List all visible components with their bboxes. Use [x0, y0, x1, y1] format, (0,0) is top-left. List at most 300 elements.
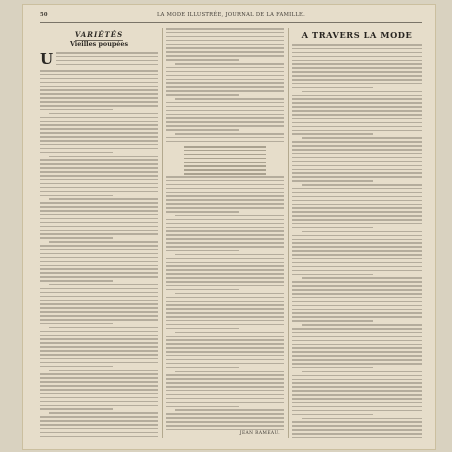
drop-cap: U [40, 50, 54, 68]
text-line [166, 121, 284, 123]
text-line [40, 167, 158, 169]
text-line [40, 280, 113, 282]
text-line [166, 262, 284, 264]
column-rule-left [162, 28, 163, 438]
text-line [184, 173, 266, 175]
text-line [40, 303, 158, 305]
text-line [292, 437, 422, 438]
text-line [40, 222, 158, 224]
text-line [166, 90, 284, 92]
text-line [175, 98, 284, 100]
text-line [292, 262, 422, 264]
text-line [166, 277, 284, 279]
text-line [56, 52, 158, 54]
text-line [292, 172, 422, 174]
text-line [166, 223, 284, 225]
text-line [40, 268, 158, 270]
text-line [292, 180, 373, 182]
text-line [302, 184, 422, 186]
text-line [166, 285, 284, 287]
text-line [292, 414, 373, 416]
text-line [292, 83, 422, 85]
text-line [40, 175, 158, 177]
text-line [166, 117, 284, 119]
text-line [292, 87, 373, 89]
text-line [292, 102, 422, 104]
text-line [166, 316, 284, 318]
text-line [40, 393, 158, 395]
text-line [292, 219, 422, 221]
text-line [40, 408, 113, 410]
text-line [56, 64, 158, 66]
text-line [166, 413, 284, 415]
text-line [292, 242, 422, 244]
text-line [40, 179, 158, 181]
text-line [292, 235, 422, 237]
text-line [292, 145, 422, 147]
text-line [292, 312, 422, 314]
text-line [292, 309, 422, 311]
article-title: Vieilles poupées [69, 40, 129, 48]
text-line [184, 150, 266, 152]
text-line [166, 351, 284, 353]
text-line [292, 192, 422, 194]
text-line [166, 211, 239, 213]
text-line [40, 206, 158, 208]
text-line [292, 215, 422, 217]
text-line [292, 344, 422, 346]
text-line [40, 335, 158, 337]
text-line [166, 40, 284, 42]
article-body [40, 70, 158, 438]
column-middle [166, 28, 284, 438]
text-line [292, 52, 422, 54]
text-line [40, 183, 158, 185]
text-line [40, 163, 158, 165]
text-line [292, 382, 422, 384]
text-line [40, 424, 158, 426]
text-line [40, 338, 158, 340]
section-title: A TRAVERS LA MODE [301, 30, 413, 40]
text-line [302, 277, 422, 279]
text-line [175, 371, 284, 373]
text-line [166, 125, 284, 127]
text-line [40, 311, 158, 313]
text-line [40, 210, 158, 212]
text-line [40, 202, 158, 204]
text-line [40, 436, 158, 438]
text-line [166, 176, 284, 178]
text-line [292, 63, 422, 65]
text-line [166, 258, 284, 260]
text-line [292, 379, 422, 381]
text-line [40, 315, 158, 317]
text-line [302, 231, 422, 233]
text-line [292, 394, 422, 396]
text-line [166, 86, 284, 88]
text-line [292, 48, 422, 50]
text-line [49, 412, 158, 414]
text-line [166, 234, 284, 236]
text-line [292, 363, 422, 365]
text-line [292, 223, 422, 225]
text-line [40, 218, 158, 220]
text-line [40, 405, 158, 407]
text-line [292, 114, 422, 116]
text-line [292, 227, 373, 229]
text-line [166, 398, 284, 400]
text-line [166, 425, 284, 427]
text-line [184, 162, 266, 164]
text-line [166, 55, 284, 57]
text-line [166, 378, 284, 380]
text-line [49, 198, 158, 200]
text-line [40, 136, 158, 138]
text-line [292, 106, 422, 108]
column-left [40, 28, 158, 438]
text-line [166, 192, 284, 194]
text-line [292, 406, 422, 408]
text-line [292, 176, 422, 178]
column-rule-right [288, 28, 289, 438]
text-line [56, 56, 158, 58]
text-line [166, 324, 284, 326]
text-line [166, 281, 284, 283]
text-line [166, 336, 284, 338]
text-line [292, 355, 422, 357]
text-line [302, 91, 422, 93]
verse-quotation [184, 146, 266, 177]
text-line [40, 237, 113, 239]
text-line [166, 242, 284, 244]
fashion-column-text [292, 44, 422, 438]
text-line [40, 86, 158, 88]
text-line [175, 293, 284, 295]
text-line [292, 320, 373, 322]
text-line [166, 390, 284, 392]
article-body-continued [166, 28, 284, 145]
text-line [40, 323, 113, 325]
text-line [292, 386, 422, 388]
text-line [292, 367, 373, 369]
text-line [166, 188, 284, 190]
text-line [166, 347, 284, 349]
text-line [166, 75, 284, 77]
text-line [40, 191, 158, 193]
text-line [292, 204, 422, 206]
text-line [166, 273, 284, 275]
text-line [40, 148, 158, 150]
text-line [40, 121, 158, 123]
text-line [40, 377, 158, 379]
text-line [166, 67, 284, 69]
author-signature: JEAN RAMEAU. [239, 431, 280, 436]
text-line [40, 105, 158, 107]
text-line [166, 355, 284, 357]
text-line [40, 300, 158, 302]
text-line [166, 28, 284, 30]
text-line [166, 339, 284, 341]
text-line [166, 207, 284, 209]
text-line [292, 293, 422, 295]
text-line [40, 331, 158, 333]
paragraph-text [56, 52, 158, 68]
text-line [40, 373, 158, 375]
text-line [184, 154, 266, 156]
text-line [166, 382, 284, 384]
text-line [302, 324, 422, 326]
text-line [40, 397, 158, 399]
text-line [40, 272, 158, 274]
text-line [40, 261, 158, 263]
text-line [166, 47, 284, 49]
text-line [292, 98, 422, 100]
text-line [40, 245, 158, 247]
text-line [49, 156, 158, 158]
text-line [40, 89, 158, 91]
text-line [40, 152, 113, 154]
text-line [40, 428, 158, 430]
text-line [40, 230, 158, 232]
text-line [166, 199, 284, 201]
text-line [166, 320, 284, 322]
text-line [292, 67, 422, 69]
text-line [166, 94, 239, 96]
text-line [40, 97, 158, 99]
text-line [166, 421, 284, 423]
text-line [166, 180, 284, 182]
text-line [166, 289, 239, 291]
text-line [292, 188, 422, 190]
text-line [40, 354, 158, 356]
text-line [166, 246, 284, 248]
text-line [292, 207, 422, 209]
text-line [292, 289, 422, 291]
text-line [40, 307, 158, 309]
text-line [40, 93, 158, 95]
text-line [40, 257, 158, 259]
text-line [40, 70, 158, 72]
text-line [166, 32, 284, 34]
text-line [292, 402, 422, 404]
text-line [292, 390, 422, 392]
article-body-continued-2 [166, 176, 284, 433]
text-line [292, 336, 422, 338]
text-line [49, 284, 158, 286]
text-line [166, 203, 284, 205]
text-line [166, 195, 284, 197]
text-line [292, 239, 422, 241]
text-line [184, 158, 266, 160]
text-line [292, 398, 422, 400]
text-line [292, 359, 422, 361]
text-line [292, 328, 422, 330]
text-line [166, 59, 239, 61]
text-line [40, 416, 158, 418]
text-line [292, 266, 422, 268]
text-line [175, 133, 284, 135]
running-title: LA MODE ILLUSTRÉE, JOURNAL DE LA FAMILLE. [156, 12, 306, 18]
text-line [302, 137, 422, 139]
text-line [40, 432, 158, 434]
text-line [40, 366, 113, 368]
text-line [292, 281, 422, 283]
text-line [166, 304, 284, 306]
text-line [40, 171, 158, 173]
text-line [40, 128, 158, 130]
text-line [166, 106, 284, 108]
text-line [40, 74, 158, 76]
text-line [292, 340, 422, 342]
text-line [40, 292, 158, 294]
text-line [302, 418, 422, 420]
text-line [292, 200, 422, 202]
text-line [40, 296, 158, 298]
text-line [40, 195, 113, 197]
text-line [40, 389, 158, 391]
text-line [292, 165, 422, 167]
text-line [292, 149, 422, 151]
text-line [292, 250, 422, 252]
text-line [40, 358, 158, 360]
text-line [40, 101, 158, 103]
text-line [166, 51, 284, 53]
rubric-label: VARIÉTÉS [74, 30, 124, 39]
text-line [292, 351, 422, 353]
text-line [40, 385, 158, 387]
text-line [292, 246, 422, 248]
text-line [175, 254, 284, 256]
text-line [166, 386, 284, 388]
text-line [292, 285, 422, 287]
text-line [40, 253, 158, 255]
text-line [166, 402, 284, 404]
text-line [166, 343, 284, 345]
text-line [40, 233, 158, 235]
text-line [40, 381, 158, 383]
text-line [40, 82, 158, 84]
text-line [292, 421, 422, 423]
text-line [292, 270, 422, 272]
text-line [166, 79, 284, 81]
text-line [166, 312, 284, 314]
text-line [49, 327, 158, 329]
text-line [175, 63, 284, 65]
text-line [292, 75, 422, 77]
text-line [166, 110, 284, 112]
text-line [40, 144, 158, 146]
text-line [166, 328, 239, 330]
text-line [166, 308, 284, 310]
text-line [40, 319, 158, 321]
text-line [40, 214, 158, 216]
text-line [292, 316, 422, 318]
text-line [166, 71, 284, 73]
text-line [166, 297, 284, 299]
text-line [184, 165, 266, 167]
text-line [292, 297, 422, 299]
text-line [166, 141, 284, 143]
text-line [166, 219, 284, 221]
text-line [49, 241, 158, 243]
text-line [292, 79, 422, 81]
column-right [292, 28, 422, 438]
text-line [49, 113, 158, 115]
text-line [40, 350, 158, 352]
text-line [166, 102, 284, 104]
text-line [40, 159, 158, 161]
text-line [40, 342, 158, 344]
text-line [166, 406, 239, 408]
text-line [40, 140, 158, 142]
text-line [40, 288, 158, 290]
text-line [292, 153, 422, 155]
text-line [292, 110, 422, 112]
text-line [292, 161, 422, 163]
text-line [292, 126, 422, 128]
text-line [166, 137, 284, 139]
text-line [40, 249, 158, 251]
text-line [292, 44, 422, 46]
text-line [292, 169, 422, 171]
text-line [166, 363, 284, 365]
text-line [292, 429, 422, 431]
text-line [166, 374, 284, 376]
page-header [40, 10, 422, 23]
text-line [166, 417, 284, 419]
text-line [166, 82, 284, 84]
text-line [166, 227, 284, 229]
text-line [166, 269, 284, 271]
text-line [166, 36, 284, 38]
text-line [166, 367, 239, 369]
text-line [166, 394, 284, 396]
text-line [292, 332, 422, 334]
text-line [184, 169, 266, 171]
page-number: 50 [40, 12, 48, 18]
text-line [292, 425, 422, 427]
text-line [40, 109, 113, 111]
text-line [292, 122, 422, 124]
text-line [292, 118, 422, 120]
text-line [40, 132, 158, 134]
text-line [292, 133, 373, 135]
text-line [166, 230, 284, 232]
text-line [292, 95, 422, 97]
text-line [292, 56, 422, 58]
text-line [40, 265, 158, 267]
text-line [292, 60, 422, 62]
text-line [292, 410, 422, 412]
text-line [292, 274, 373, 276]
text-line [292, 433, 422, 435]
text-line [166, 301, 284, 303]
text-line [40, 401, 158, 403]
text-line [175, 332, 284, 334]
text-line [40, 362, 158, 364]
text-line [166, 359, 284, 361]
text-line [292, 254, 422, 256]
text-line [40, 187, 158, 189]
text-line [49, 370, 158, 372]
text-line [292, 157, 422, 159]
text-line [292, 375, 422, 377]
text-line [292, 71, 422, 73]
text-line [40, 124, 158, 126]
text-line [292, 301, 422, 303]
text-line [166, 184, 284, 186]
text-line [40, 117, 158, 119]
